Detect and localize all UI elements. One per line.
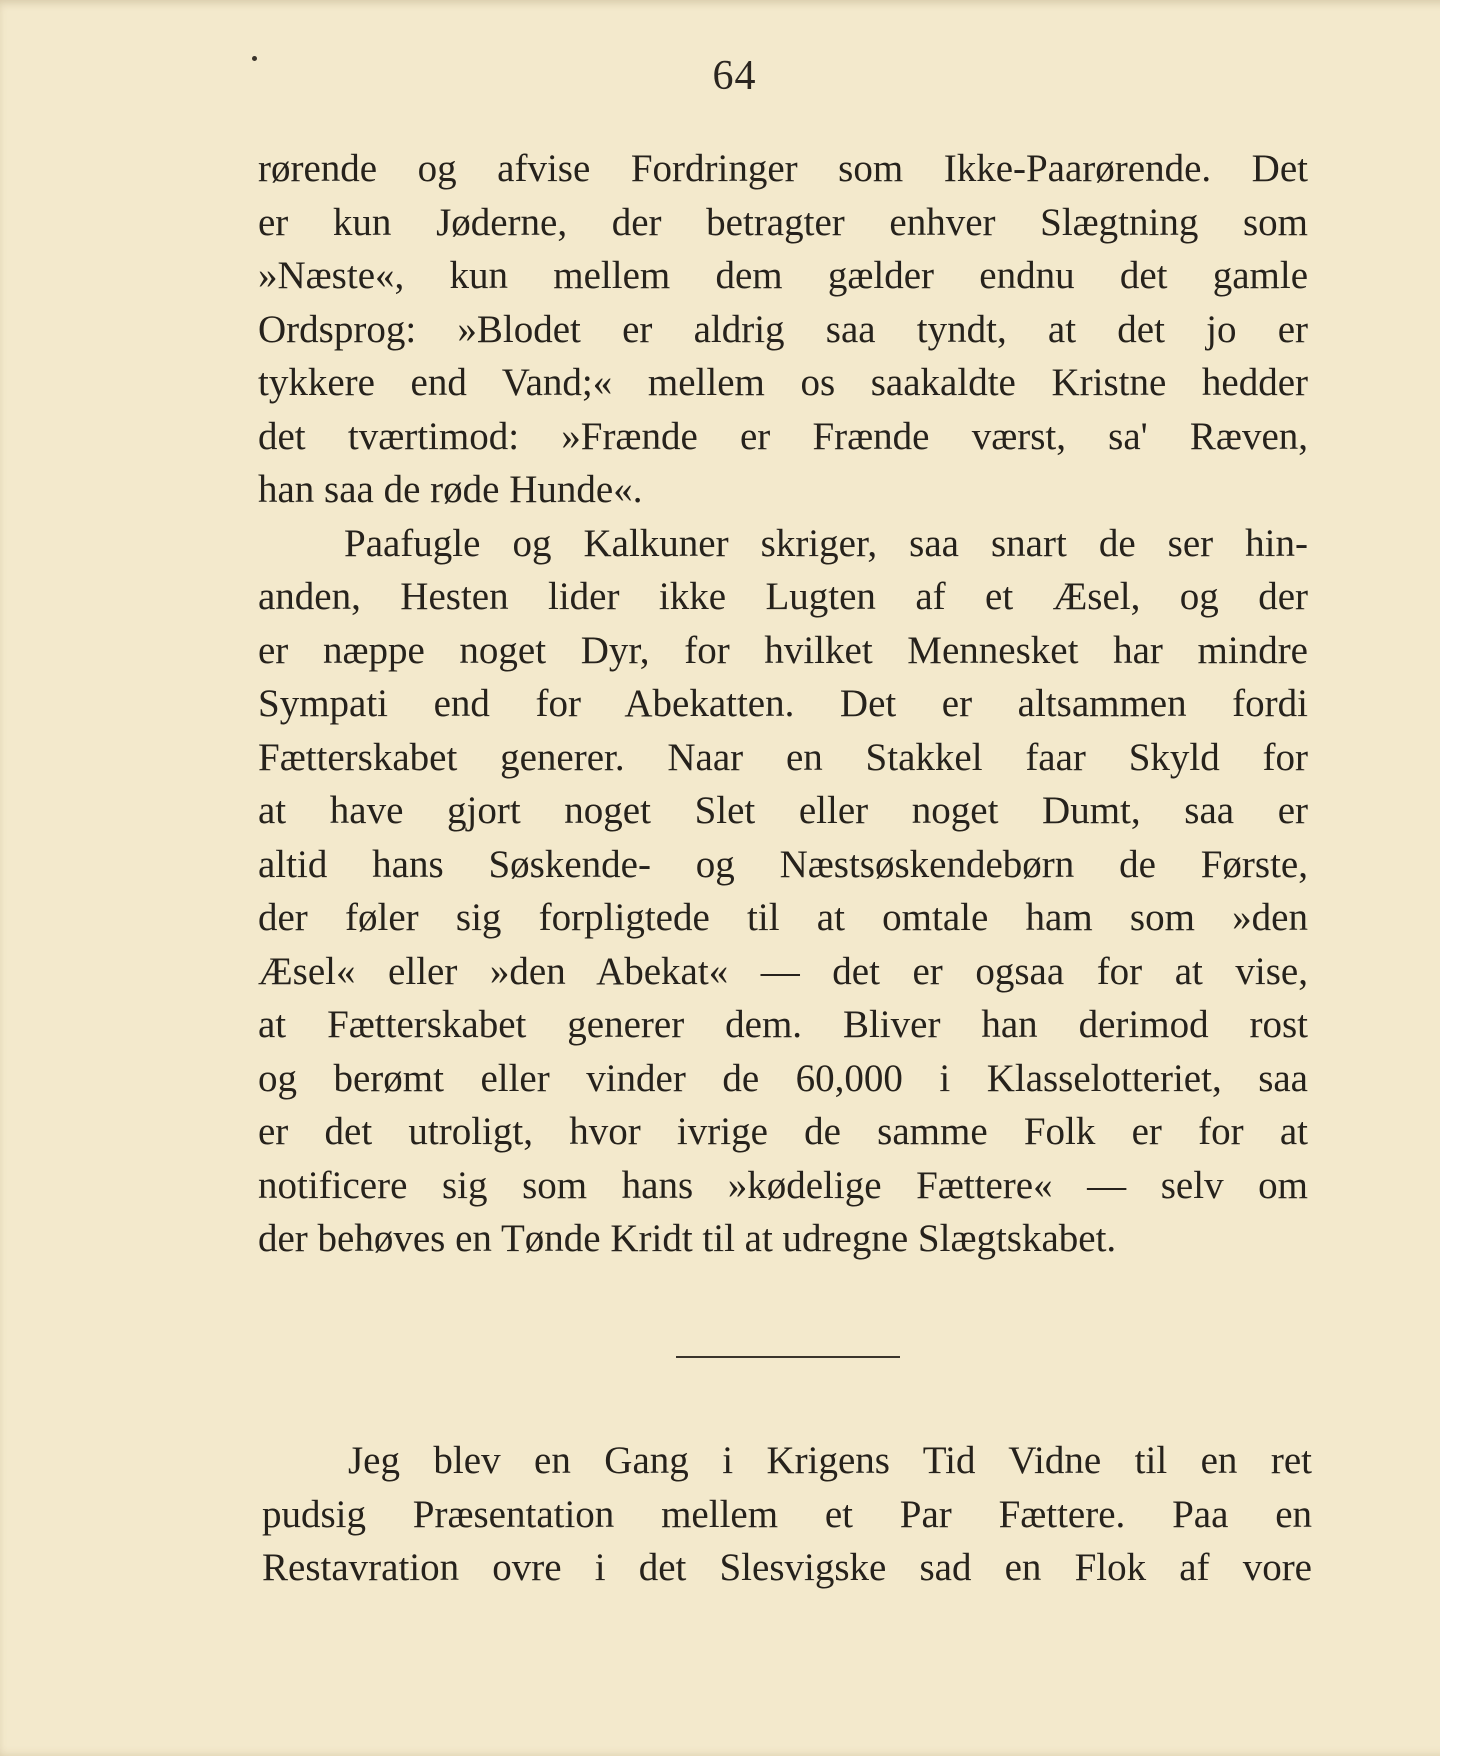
text-line: han saa de røde Hunde«. bbox=[258, 468, 643, 511]
text-line: der behøves en Tønde Kridt til at udregne Slægtskabet. bbox=[258, 1217, 1117, 1260]
text-line: at Fætterskabet generer dem. Bliver han derimod rost bbox=[258, 1003, 1308, 1046]
text-line: Æsel« eller »den Abekat« — det er ogsaa for at vise, bbox=[258, 949, 1308, 993]
text-line: og berømt eller vinder de 60,000 i Klasselotteriet, saa bbox=[258, 1056, 1308, 1100]
main-text bbox=[258, 142, 1308, 1266]
text-line: Ordsprog: »Blodet er aldrig saa tyndt, at det jo er bbox=[258, 307, 1308, 351]
text-line: det tværtimod: »Frænde er Frænde værst, sa' Ræven, bbox=[258, 414, 1308, 458]
paragraph-2 bbox=[258, 517, 1308, 1266]
text-line: notificere sig som hans »kødelige Fættere« — selv om bbox=[258, 1163, 1308, 1207]
text-line: tykkere end Vand;« mellem os saakaldte Kristne hedder bbox=[258, 361, 1308, 404]
text-line: er næppe noget Dyr, for hvilket Mennesket har mindre bbox=[258, 628, 1308, 672]
scan-margin bbox=[1440, 0, 1469, 1756]
paragraph-1 bbox=[258, 142, 1308, 517]
text-line: er kun Jøderne, der betragter enhver Slægtning som bbox=[258, 200, 1308, 244]
next-section-text bbox=[262, 1434, 1312, 1595]
text-line: Restavration ovre i det Slesvigske sad en Flok af vore bbox=[262, 1546, 1312, 1589]
paragraph-3 bbox=[262, 1434, 1312, 1595]
text-line: pudsig Præsentation mellem et Par Fættere. Paa en bbox=[262, 1492, 1312, 1536]
text-line: altid hans Søskende- og Næstsøskendebørn de Første, bbox=[258, 842, 1308, 886]
text-line: »Næste«, kun mellem dem gælder endnu det gamle bbox=[258, 254, 1308, 297]
text-line: rørende og afvise Fordringer som Ikke-Paarørende. Det bbox=[258, 147, 1308, 190]
text-line: der føler sig forpligtede til at omtale ham som »den bbox=[258, 896, 1308, 939]
text-line: at have gjort noget Slet eller noget Dumt, saa er bbox=[258, 789, 1308, 832]
text-line: Paafugle og Kalkuner skriger, saa snart de ser hin- bbox=[344, 521, 1308, 565]
text-line: Sympati end for Abekatten. Det er altsammen fordi bbox=[258, 682, 1308, 725]
page-number: 64 bbox=[712, 53, 757, 99]
section-divider bbox=[676, 1356, 900, 1358]
text-line: Fætterskabet generer. Naar en Stakkel faar Skyld for bbox=[258, 735, 1308, 779]
text-line: er det utroligt, hvor ivrige de samme Folk er for at bbox=[258, 1110, 1308, 1153]
text-line: Jeg blev en Gang i Krigens Tid Vidne til en ret bbox=[348, 1439, 1312, 1482]
text-line: anden, Hesten lider ikke Lugten af et Æsel, og der bbox=[258, 575, 1308, 618]
